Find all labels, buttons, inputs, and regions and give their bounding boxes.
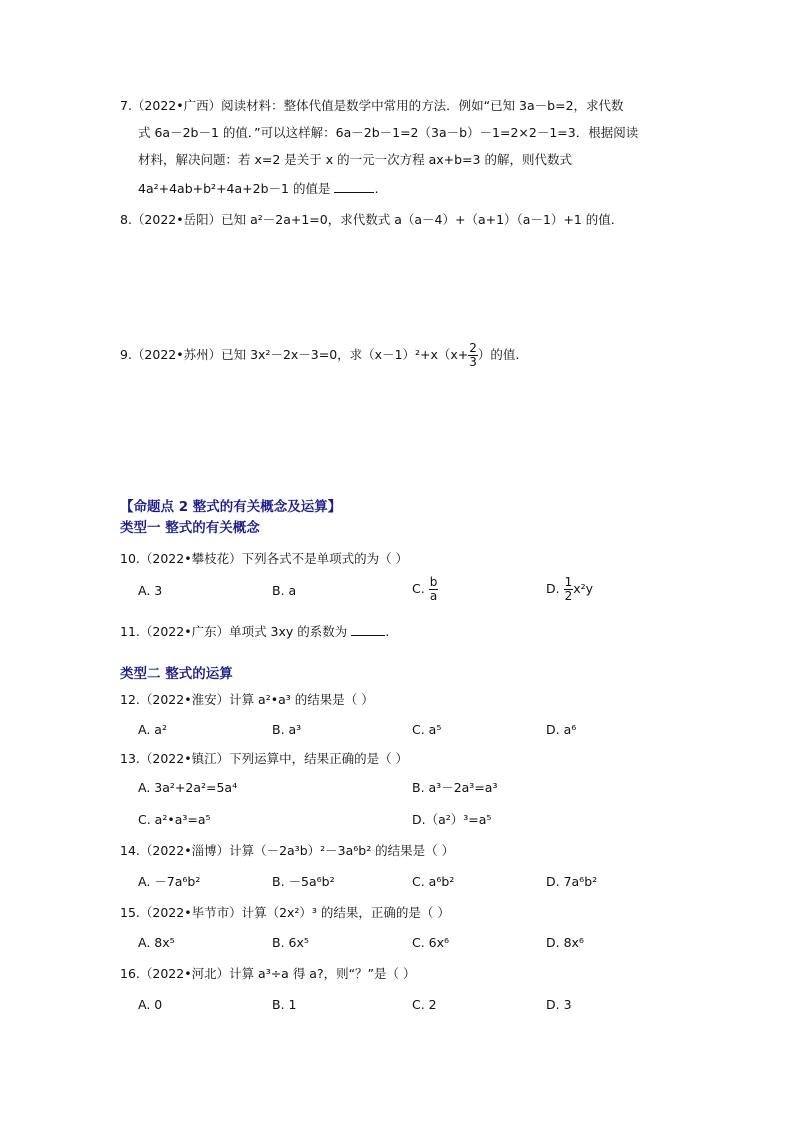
question-11 <box>120 623 389 640</box>
question-14-option-b[interactable]: B. －5a⁶b² <box>272 874 335 889</box>
question-14-option-a[interactable]: A. －7a⁶b² <box>138 874 201 889</box>
question-7-line-1: 7.（2022•广西）阅读材料：整体代值是数学中常用的方法．例如“已知 3a－b=2，求代数 <box>120 98 624 113</box>
question-7-line-3: 材料，解决问题：若 x=2 是关于 x 的一元一次方程 ax+b=3 的解，则代数式 <box>138 152 572 167</box>
question-13-option-b[interactable]: B. a³－2a³=a³ <box>412 780 498 795</box>
fraction-numerator: 2 <box>469 341 477 355</box>
fraction-b-over-a <box>429 576 439 603</box>
question-10-option-c[interactable] <box>412 576 438 603</box>
question-10-option-a[interactable]: A. 3 <box>138 583 163 598</box>
answer-blank[interactable] <box>334 180 374 193</box>
question-7-line-4 <box>138 180 378 197</box>
question-16: 16.（2022•河北）计算 a³÷a 得 a?，则“？”是（ ） <box>120 966 416 981</box>
question-9-text: 9.（2022•苏州）已知 3x²－2x－3=0，求（x－1）²+x（x+ <box>120 347 469 362</box>
fraction-two-thirds <box>468 342 478 369</box>
fraction-one-half <box>564 576 574 603</box>
question-7-expression: 4a²+4ab+b²+4a+2b－1 的值是 <box>138 181 331 196</box>
option-d-tail: x²y <box>573 581 594 596</box>
fraction-numerator: 1 <box>564 575 573 589</box>
question-16-option-d[interactable]: D. 3 <box>546 997 572 1012</box>
fraction-denominator: 2 <box>564 589 573 603</box>
question-11-end: . <box>385 624 390 639</box>
question-16-option-b[interactable]: B. 1 <box>272 997 297 1012</box>
type-two-heading: 类型二 整式的运算 <box>120 666 233 682</box>
question-9-end: ）的值. <box>477 347 520 362</box>
question-10: 10.（2022•攀枝花）下列各式不是单项式的为（ ） <box>120 551 409 566</box>
question-15-option-a[interactable]: A. 8x⁵ <box>138 935 175 950</box>
question-9 <box>120 342 519 369</box>
question-15-option-b[interactable]: B. 6x⁵ <box>272 935 309 950</box>
question-14-option-d[interactable]: D. 7a⁶b² <box>546 874 598 889</box>
question-16-option-c[interactable]: C. 2 <box>412 997 437 1012</box>
fraction-denominator: a <box>429 589 438 603</box>
question-12-option-c[interactable]: C. a⁵ <box>412 722 442 737</box>
fraction-denominator: 3 <box>469 355 477 369</box>
question-15: 15.（2022•毕节市）计算（2x²）³ 的结果，正确的是（ ） <box>120 905 450 920</box>
question-15-option-d[interactable]: D. 8x⁶ <box>546 935 584 950</box>
question-10-option-d[interactable] <box>546 576 593 603</box>
question-13-option-a[interactable]: A. 3a²+2a²=5a⁴ <box>138 780 238 795</box>
question-12-option-d[interactable]: D. a⁶ <box>546 722 577 737</box>
option-label: D. <box>546 581 560 596</box>
question-14: 14.（2022•淄博）计算（－2a³b）²－3a⁶b² 的结果是（ ） <box>120 843 455 858</box>
question-15-option-c[interactable]: C. 6x⁶ <box>412 935 450 950</box>
question-11-text: 11.（2022•广东）单项式 3xy 的系数为 <box>120 624 348 639</box>
question-13: 13.（2022•镇江）下列运算中，结果正确的是（ ） <box>120 751 409 766</box>
question-12: 12.（2022•淮安）计算 a²•a³ 的结果是（ ） <box>120 692 374 707</box>
option-label: C. <box>412 581 425 596</box>
answer-blank[interactable] <box>351 623 385 636</box>
question-16-option-a[interactable]: A. 0 <box>138 997 163 1012</box>
question-7-line-2: 式 6a－2b－1 的值．”可以这样解：6a－2b－1=2（3a－b）－1=2×2－1=3．根据阅读 <box>138 125 639 140</box>
question-8: 8.（2022•岳阳）已知 a²－2a+1=0，求代数式 a（a－4）+（a+1）（a－1）+1 的值. <box>120 212 615 227</box>
type-one-heading: 类型一 整式的有关概念 <box>120 520 260 536</box>
question-7-end: . <box>374 181 379 196</box>
question-13-option-c[interactable]: C. a²•a³=a⁵ <box>138 812 211 827</box>
question-13-option-d[interactable]: D.（a²）³=a⁵ <box>412 812 492 827</box>
question-12-option-b[interactable]: B. a³ <box>272 722 302 737</box>
fraction-numerator: b <box>429 575 438 589</box>
question-12-option-a[interactable]: A. a² <box>138 722 167 737</box>
question-10-option-b[interactable]: B. a <box>272 583 297 598</box>
question-14-option-c[interactable]: C. a⁶b² <box>412 874 455 889</box>
section-heading: 【命题点 2 整式的有关概念及运算】 <box>120 499 342 515</box>
